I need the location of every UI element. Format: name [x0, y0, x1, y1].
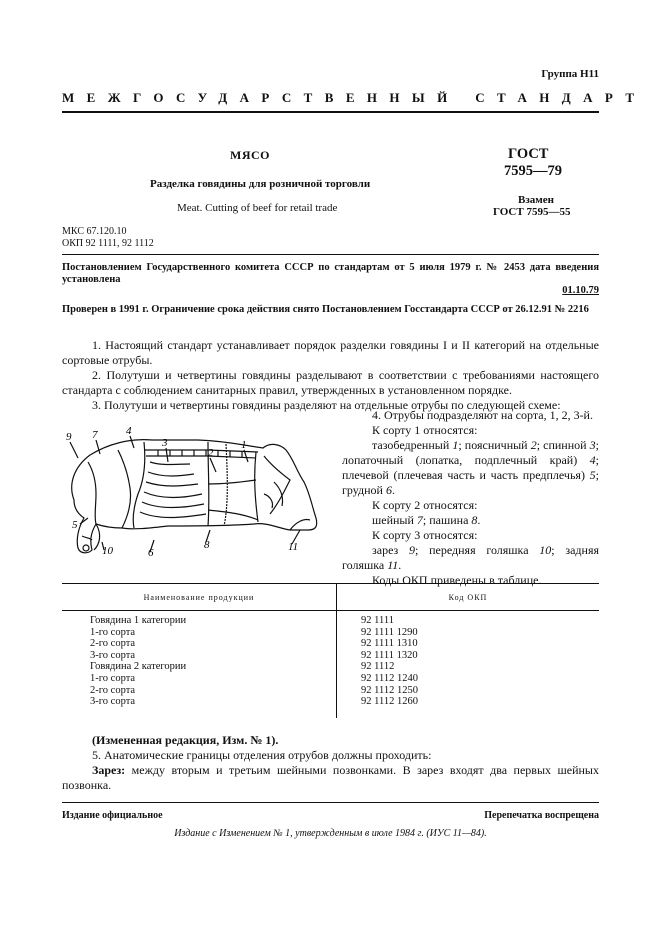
grade-item-separator: ; [422, 513, 430, 527]
grade-item-number: 10 [539, 543, 552, 557]
paragraph-2: 2. Полутуши и четвертины говядины разделывают в соответствии с требованиями настоящего стандарта с соблюдением санитарных правил, утвержденных в установленном порядке. [62, 368, 599, 397]
table-row [62, 696, 599, 718]
grade-item-number: 1 [452, 438, 459, 452]
zarez-paragraph [62, 763, 599, 793]
grade-item-name: плечевой (плечевая часть и часть предплечья) [342, 468, 590, 482]
doc-title: МЯСО [230, 148, 270, 162]
grade-item-separator: ; [536, 438, 544, 452]
grade-item-number: 9 [409, 543, 416, 557]
grade2-head: К сорту 2 относятся: [372, 498, 478, 512]
table-cell-code: 92 1111 1290 [361, 626, 418, 638]
banner-rule [62, 111, 599, 113]
grade-item-separator: ; [595, 438, 599, 452]
grade-item-name: задняя голяшка [342, 543, 599, 572]
zarez-label: Зарез: [92, 763, 126, 777]
table-row [62, 673, 599, 685]
doc-subtitle-ru: Разделка говядины для розничной торговли [150, 178, 371, 190]
diagram-label-1: 1 [241, 439, 247, 451]
gost-number: 7595—79 [504, 163, 562, 179]
carcass-cutting-diagram [58, 422, 328, 562]
grade-item-name: шейный [372, 513, 417, 527]
standard-banner: МЕЖГОСУДАРСТВЕННЫЙ СТАНДАРТ [62, 90, 647, 105]
diagram-label-6: 6 [148, 547, 154, 559]
grade-item-name: грудной [342, 483, 386, 497]
diagram-label-5: 5 [72, 519, 78, 531]
grade3-head: К сорту 3 относятся: [372, 528, 478, 542]
grade-item-name: спинной [543, 438, 590, 452]
group-label: Группа Н11 [541, 68, 599, 80]
decree-text: Постановлением Государственного комитета СССР по стандартам от 5 июля 1979 г. № 2453 дата введения установлена [62, 262, 599, 285]
grade-item-number: 11 [387, 558, 399, 572]
grade-item-name: поясничный [464, 438, 531, 452]
table-row [62, 685, 599, 697]
diagram-label-7: 7 [92, 429, 98, 441]
okp-note: Коды ОКП приведены в таблице. [372, 573, 542, 587]
footer-edition: Издание с Изменением № 1, утвержденным в июле 1984 г. (ИУС 11—84). [174, 828, 487, 839]
doc-subtitle-en: Meat. Cutting of beef for retail trade [177, 202, 338, 214]
grade-item-separator: ; [595, 468, 599, 482]
diagram-label-4: 4 [126, 425, 132, 437]
grade-item-number: 4 [589, 453, 596, 467]
table-cell-name: 2-го сорта [62, 638, 337, 650]
table-cell-name: 1-го сорта [62, 627, 337, 639]
zarez-text: между вторым и третьим шейными позвонками. В зарез входят два первых шейных позвонка. [62, 763, 599, 792]
grade-item-name: лопаточный (лопатка, подплечный край) [342, 453, 590, 467]
paragraph-5: 5. Анатомические границы отделения отрубов должны проходить: [92, 748, 432, 762]
replaces-label: Взамен [518, 194, 554, 206]
table-row [62, 650, 599, 662]
okp-code: ОКП 92 1111, 92 1112 [62, 238, 154, 249]
diagram-label-9: 9 [66, 431, 72, 443]
table-cell-name: 3-го сорта [62, 696, 337, 718]
grade2-list [342, 513, 599, 528]
grade-item-separator: ; [595, 453, 599, 467]
table-row [62, 611, 599, 627]
diagram-label-11: 11 [288, 541, 299, 553]
grades-column [342, 408, 599, 588]
grade-item-name: передняя голяшка [429, 543, 540, 557]
grade-item-name: тазобедренный [372, 438, 453, 452]
table-header-row [62, 584, 599, 611]
grade-item-number: 8 [471, 513, 478, 527]
footer-rule [62, 802, 599, 803]
grade-item-number: 5 [589, 468, 596, 482]
table-cell-name: 3-го сорта [62, 650, 337, 662]
diagram-label-3: 3 [162, 437, 168, 449]
footer-reprint: Перепечатка воспрещена [484, 810, 599, 821]
diagram-label-8: 8 [204, 539, 210, 551]
mks-code: МКС 67.120.10 [62, 226, 127, 237]
table-cell-name: 1-го сорта [62, 673, 337, 685]
grade-item-separator: . [477, 513, 481, 527]
okp-table [62, 583, 599, 718]
body-paragraphs [62, 338, 599, 413]
table-row [62, 661, 599, 673]
grade-item-number: 3 [589, 438, 596, 452]
table-cell-name: 2-го сорта [62, 685, 337, 697]
table-cell-code: 92 1111 1310 [361, 638, 418, 650]
paragraph-3: 3. Полутуши и четвертины говядины разделяют на отдельные отрубы по следующей схеме: [92, 398, 561, 412]
grade1-list [342, 438, 599, 498]
grade-item-name: зарез [372, 543, 410, 557]
grade-item-name: пашина [429, 513, 472, 527]
table-cell-code: 92 1112 1260 [361, 696, 418, 708]
grade-item-number: 2 [530, 438, 537, 452]
table-header-code: Код ОКП [337, 584, 600, 611]
table-row [62, 627, 599, 639]
table-cell-name: Говядина 1 категории [62, 611, 337, 627]
paragraph-4: 4. Отрубы подразделяют на сорта, 1, 2, 3-й. [372, 408, 593, 422]
gost-label: ГОСТ [508, 146, 549, 162]
footer-official: Издание официальное [62, 810, 163, 821]
checked-note: Проверен в 1991 г. Ограничение срока действия снято Постановлением Госстандарта СССР от 26.12.91 № 2216 [62, 304, 589, 315]
grade-item-separator: . [398, 558, 402, 572]
table-cell-code: 92 1111 1320 [361, 649, 418, 661]
grade-item-number: 6 [385, 483, 392, 497]
table-row [62, 638, 599, 650]
diagram-label-10: 10 [102, 545, 113, 557]
table-cell-name: Говядина 2 категории [62, 661, 337, 673]
amended-note: (Измененная редакция, Изм. № 1). [92, 733, 279, 747]
after-table [62, 733, 599, 793]
table-header-name: Наименование продукции [62, 584, 337, 611]
decree-date: 01.10.79 [562, 285, 599, 296]
replaces-number: ГОСТ 7595—55 [493, 206, 571, 218]
grade-item-separator: ; [551, 543, 566, 557]
grade3-list [342, 543, 599, 573]
table-cell-code: 92 1112 1250 [361, 684, 418, 696]
table-cell-code: 92 1112 1240 [361, 672, 418, 684]
diagram-label-2: 2 [208, 447, 214, 459]
title-rule [62, 254, 599, 255]
table-cell-code: 92 1111 [361, 615, 394, 626]
grade-item-number: 7 [416, 513, 423, 527]
grade-item-separator: ; [415, 543, 430, 557]
grade-item-separator: . [391, 483, 395, 497]
paragraph-1: 1. Настоящий стандарт устанавливает порядок разделки говядины I и II категорий на отдельные сортовые отрубы. [62, 338, 599, 367]
grade1-head: К сорту 1 относятся: [372, 423, 478, 437]
grade-item-separator: ; [458, 438, 465, 452]
table-cell-code: 92 1112 [361, 661, 395, 673]
